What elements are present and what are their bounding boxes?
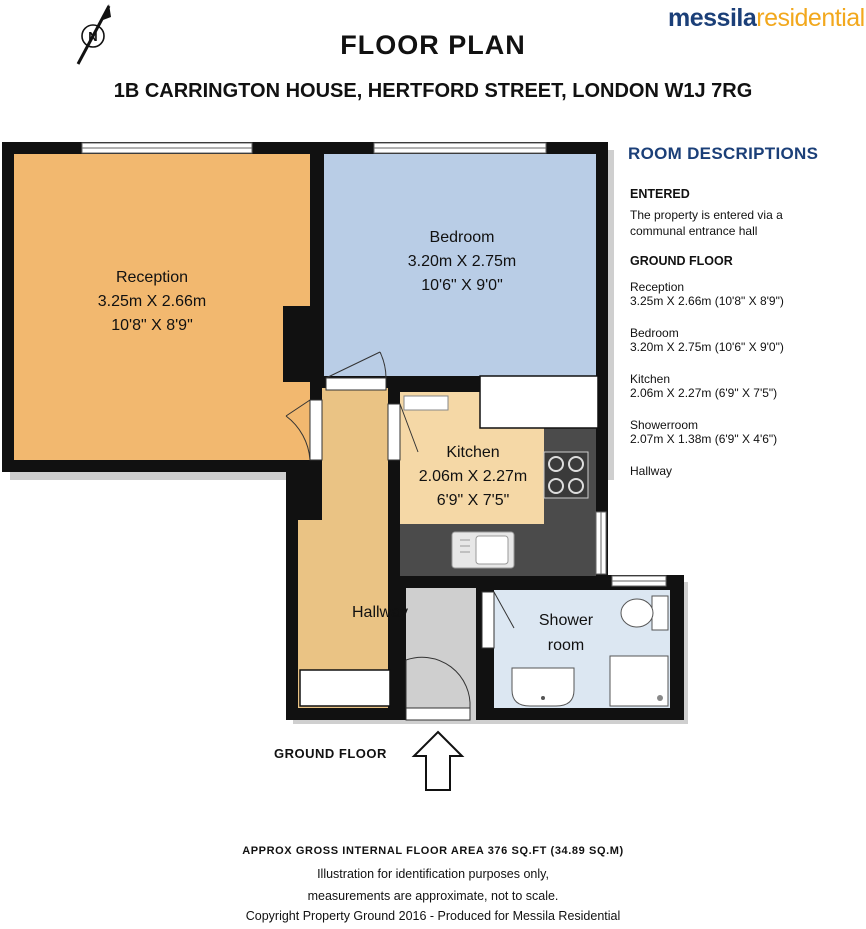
desc-item-dims: 3.25m X 2.66m (10'8" X 8'9") [630,294,784,308]
sink-icon [452,532,514,568]
chimney-breast [283,306,313,382]
kitchen-unit [480,376,598,428]
logo-text-secondary: residential [756,4,865,32]
hob-icon [544,452,588,498]
copyright-brand-link[interactable]: Property Ground [302,909,396,923]
shower-label-line1: Shower [538,612,594,629]
floor-label: GROUND FLOOR [274,746,387,761]
reception-metric: 3.25m X 2.66m [97,293,207,310]
logo-text-primary: messila [668,4,757,32]
desc-item-name: Bedroom [630,326,679,340]
compass-icon [78,4,111,64]
page-title: FLOOR PLAN [340,30,526,60]
copyright-suffix: 2016 - Produced for Messila Residential [395,909,621,923]
disclaimer-line-2: measurements are approximate, not to scale. [307,889,559,903]
shower-tray-icon [610,656,668,706]
floor-area: APPROX GROSS INTERNAL FLOOR AREA 376 SQ.FT (34.89 SQ.M) [242,845,624,857]
kitchen-imperial: 6'9" X 7'5" [436,492,510,509]
copyright [0,909,866,923]
bedroom-imperial: 10'6" X 9'0" [421,277,503,294]
room-descriptions-title: ROOM DESCRIPTIONS [628,144,819,163]
reception-label: Reception [115,269,189,286]
desc-item-dims: 3.20m X 2.75m (10'6" X 9'0") [630,340,784,354]
desc-item-dims: 2.07m X 1.38m (6'9" X 4'6") [630,432,778,446]
property-address: 1B CARRINGTON HOUSE, HERTFORD STREET, LONDON W1J 7RG [113,80,753,102]
reception-imperial: 10'8" X 8'9" [111,317,193,334]
desc-item-name: Reception [630,280,685,294]
desc-item-name: Showerroom [630,418,699,432]
entered-line-2: communal entrance hall [630,224,758,238]
desc-item-name: Hallway [630,464,673,478]
disclaimer-line-1: Illustration for identification purposes only, [317,867,549,881]
entrance-arrow-icon [414,732,462,790]
kitchen-shelf [404,396,448,410]
entered-heading: ENTERED [630,187,690,201]
washbasin-icon [512,668,574,706]
entered-line-1: The property is entered via a [630,208,783,222]
copyright-prefix: Copyright [245,909,303,923]
desc-item-dims: 2.06m X 2.27m (6'9" X 7'5") [630,386,778,400]
shower-label-line2: room [547,637,585,654]
desc-item-name: Kitchen [630,372,671,386]
bedroom-label: Bedroom [429,229,495,246]
bedroom-metric: 3.20m X 2.75m [407,253,517,270]
kitchen-metric: 2.06m X 2.27m [418,468,528,485]
hallway-cupboard [300,670,390,706]
kitchen-label: Kitchen [446,444,500,461]
compass-letter: N [88,29,98,44]
toilet-icon [621,596,668,630]
hallway-label: Hallway [351,604,409,621]
ground-floor-heading: GROUND FLOOR [630,254,733,268]
